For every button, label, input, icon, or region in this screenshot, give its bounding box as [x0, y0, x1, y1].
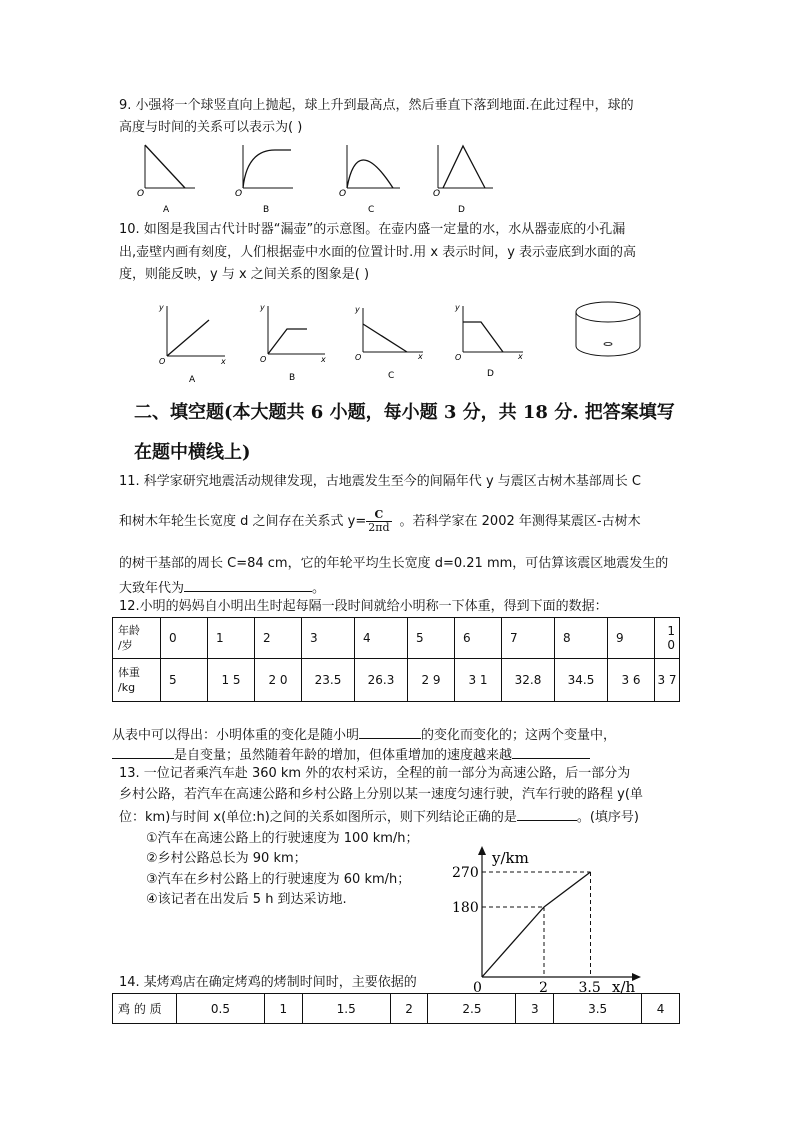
q12-weight-header-2: /kg: [118, 681, 136, 694]
q12-weight-cell: 2 0: [255, 659, 302, 702]
q9-line2: 高度与时间的关系可以表示为( ): [119, 120, 303, 135]
q12-weight-cell: 26.3: [355, 659, 408, 702]
q12-after2-a: 是自变量；虽然随着年龄的增加，但体重增加的速度越来越: [174, 748, 513, 763]
q12-weight-cell: 32.8: [502, 659, 555, 702]
q11-answer-blank[interactable]: [184, 578, 312, 592]
q13-option-4: ④该记者在出发后 5 h 到达采访地.: [146, 892, 347, 907]
q12-age-cell: 3: [302, 618, 355, 659]
q12-weight-cell: 23.5: [302, 659, 355, 702]
q12-weight-cell: 34.5: [555, 659, 608, 702]
q14-cell: 0.5: [177, 994, 265, 1024]
q10-graph-a: [158, 303, 226, 385]
q12-age-cell: 1: [208, 618, 255, 659]
q10-c-x: x: [418, 352, 423, 361]
q12-weight-cell: 3 6: [608, 659, 655, 702]
q14-cell: 4: [642, 994, 680, 1024]
q11-frac-num: C: [366, 509, 391, 522]
q13-line3-post: 。(填序号): [576, 810, 640, 825]
q12-after1: [112, 725, 616, 745]
q9-graph-d: [433, 145, 493, 215]
q12-blank-1[interactable]: [359, 725, 421, 739]
y-axis-label: y/km: [492, 849, 529, 867]
water-clock-icon: [576, 302, 640, 356]
q10-label-d: D: [487, 369, 494, 379]
q9-graphs: [125, 140, 505, 220]
q13-distance-time-chart: [440, 842, 700, 1000]
x-tick-label: 2: [539, 980, 548, 996]
q13-option-2: ②乡村公路总长为 90 km；: [146, 851, 307, 866]
q12-age-cell: 2: [255, 618, 302, 659]
q12-age-cell: 8: [555, 618, 608, 659]
series-line-segment: [544, 872, 591, 907]
q12-age-header-1: 年龄: [118, 624, 140, 637]
q9-origin-a: O: [137, 189, 145, 199]
q12-age-header: [113, 618, 161, 659]
q11-formula-fraction: [366, 509, 391, 534]
q12-weight-cell: 5: [161, 659, 208, 702]
section2-title-line1: 二、填空题(本大题共 6 小题，每小题 3 分，共 18 分. 把答案填写: [134, 402, 675, 423]
q10-b-o: O: [260, 355, 267, 364]
q12-age-cell: 5: [408, 618, 455, 659]
q9-origin-c: O: [339, 189, 347, 199]
q12-weight-cell: 3 7: [655, 659, 680, 702]
q9-label-b: B: [263, 205, 270, 215]
q14-cell: 3.5: [554, 994, 642, 1024]
q10-graph-c: [354, 305, 423, 381]
q11-line2-post: 。若科学家在 2002 年测得某震区-古树木: [399, 514, 641, 529]
q12-weight-cell: 3 1: [455, 659, 502, 702]
q9-label-a: A: [163, 205, 170, 215]
q9-label-d: D: [458, 205, 465, 215]
q12-age-cell: 6: [455, 618, 502, 659]
q10-label-c: C: [388, 371, 395, 381]
q11-line4-pre: 大致年代为: [119, 581, 185, 596]
q10-d-o: O: [455, 353, 462, 362]
q14-cell: 1.5: [302, 994, 390, 1024]
q10-line3: 度，则能反映，y 与 x 之间关系的图象是( ): [119, 267, 370, 282]
q10-label-a: A: [189, 375, 196, 385]
q11-line4: [119, 578, 325, 598]
q14-cell: 2: [390, 994, 428, 1024]
q10-line1: 10. 如图是我国古代计时器“漏壶”的示意图。在壶内盛一定量的水，水从器壶底的小孔漏: [119, 222, 626, 237]
q9-origin-d: O: [433, 189, 441, 199]
q13-option-1: ①汽车在高速公路上的行驶速度为 100 km/h；: [146, 831, 419, 846]
q11-line1: 11. 科学家研究地震活动规律发现，古地震发生至今的间隔年代 y 与震区古树木基部周长 C: [119, 474, 641, 489]
q14-row-header: 鸡 的 质: [113, 994, 177, 1024]
q10-b-x: x: [321, 355, 326, 364]
q10-graph-b: [259, 303, 326, 383]
q10-a-x: x: [221, 357, 226, 366]
x-tick-label: 3.5: [578, 980, 601, 996]
q12-age-header-2: /岁: [118, 639, 133, 652]
q12-after1-b: 的变化而变化的；这两个变量中，: [421, 728, 617, 743]
section2-title-line2: 在题中横线上): [134, 442, 251, 463]
table-row: [113, 618, 680, 659]
x-axis-label: x/h: [612, 978, 636, 996]
q12-after1-a: 从表中可以得出：小明体重的变化是随小明: [112, 728, 360, 743]
q10-a-o: O: [159, 357, 166, 366]
q12-age-cell: 7: [502, 618, 555, 659]
q11-line3: 的树干基部的周长 C=84 cm，它的年轮平均生长宽度 d=0.21 mm，可估算该震区地震发生的: [119, 556, 669, 571]
q10-d-x: x: [518, 352, 523, 361]
q12-weight-header-1: 体重: [118, 666, 140, 679]
q10-graph-d: [454, 303, 523, 379]
q11-line2: [119, 507, 641, 537]
q12-blank-2[interactable]: [112, 745, 174, 759]
x-tick-label: 0: [473, 980, 482, 996]
q12-age-cell: 0: [161, 618, 208, 659]
q12-intro: 12.小明的妈妈自小明出生时起每隔一段时间就给小明称一下体重，得到下面的数据：: [119, 599, 608, 614]
q12-weight-table: [112, 617, 680, 702]
q9-graph-a: [137, 145, 195, 215]
q10-c-o: O: [355, 353, 362, 362]
q10-line2: 出,壶壁内画有刻度，人们根据壶中水面的位置计时.用 x 表示时间，y 表示壶底到水面的高: [119, 245, 637, 260]
q12-after2: [112, 745, 590, 765]
q12-age-cell: 9: [608, 618, 655, 659]
q12-weight-cell: 1 5: [208, 659, 255, 702]
q13-line3-pre: 位：km)与时间 x(单位:h)之间的关系如图所示，则下列结论正确的是: [119, 810, 517, 825]
q11-frac-den: 2πd: [368, 521, 390, 534]
q10-d-y: y: [455, 303, 460, 312]
y-axis-arrow: [478, 846, 486, 855]
q13-line1: 13. 一位记者乘汽车赴 360 km 外的农村采访，全程的前一部分为高速公路，后一部分为: [119, 766, 631, 781]
q14-cell: 2.5: [428, 994, 516, 1024]
q12-age-cell: 4: [355, 618, 408, 659]
q9-origin-b: O: [235, 189, 243, 199]
q13-line2: 乡村公路，若汽车在高速公路和乡村公路上分别以某一速度匀速行驶，汽车行驶的路程 y(单: [119, 787, 643, 802]
q13-option-3: ③汽车在乡村公路上的行驶速度为 60 km/h；: [146, 872, 411, 887]
q12-blank-3[interactable]: [512, 745, 590, 759]
q10-a-y: y: [159, 303, 164, 312]
q9-graph-c: [339, 145, 400, 215]
table-row: [113, 994, 680, 1024]
y-tick-label: 270: [452, 865, 479, 881]
table-row: [113, 659, 680, 702]
q13-line3: [119, 807, 639, 827]
q12-weight-header: [113, 659, 161, 702]
q10-label-b: B: [289, 373, 296, 383]
q10-graphs: [145, 296, 665, 386]
q12-age-cell: 1 0: [655, 618, 680, 659]
y-tick-label: 180: [452, 900, 479, 916]
q9-label-c: C: [368, 205, 375, 215]
series-line-segment: [482, 907, 544, 977]
q11-line4-post: 。: [312, 581, 326, 596]
q14-cell: 1: [264, 994, 302, 1024]
q10-c-y: y: [355, 305, 360, 314]
q10-b-y: y: [260, 303, 265, 312]
q14-table: [112, 993, 680, 1024]
q13-answer-blank[interactable]: [517, 807, 577, 821]
q14-cell: 3: [516, 994, 554, 1024]
q11-line2-pre: 和树木年轮生长宽度 d 之间存在关系式 y=: [119, 514, 367, 529]
q9-line1: 9. 小强将一个球竖直向上抛起，球上升到最高点，然后垂直下落到地面.在此过程中，球的: [119, 98, 634, 113]
q12-weight-cell: 2 9: [408, 659, 455, 702]
q14-intro: 14. 某烤鸡店在确定烤鸡的烤制时间时，主要依据的: [119, 975, 417, 990]
q9-graph-b: [235, 145, 293, 215]
